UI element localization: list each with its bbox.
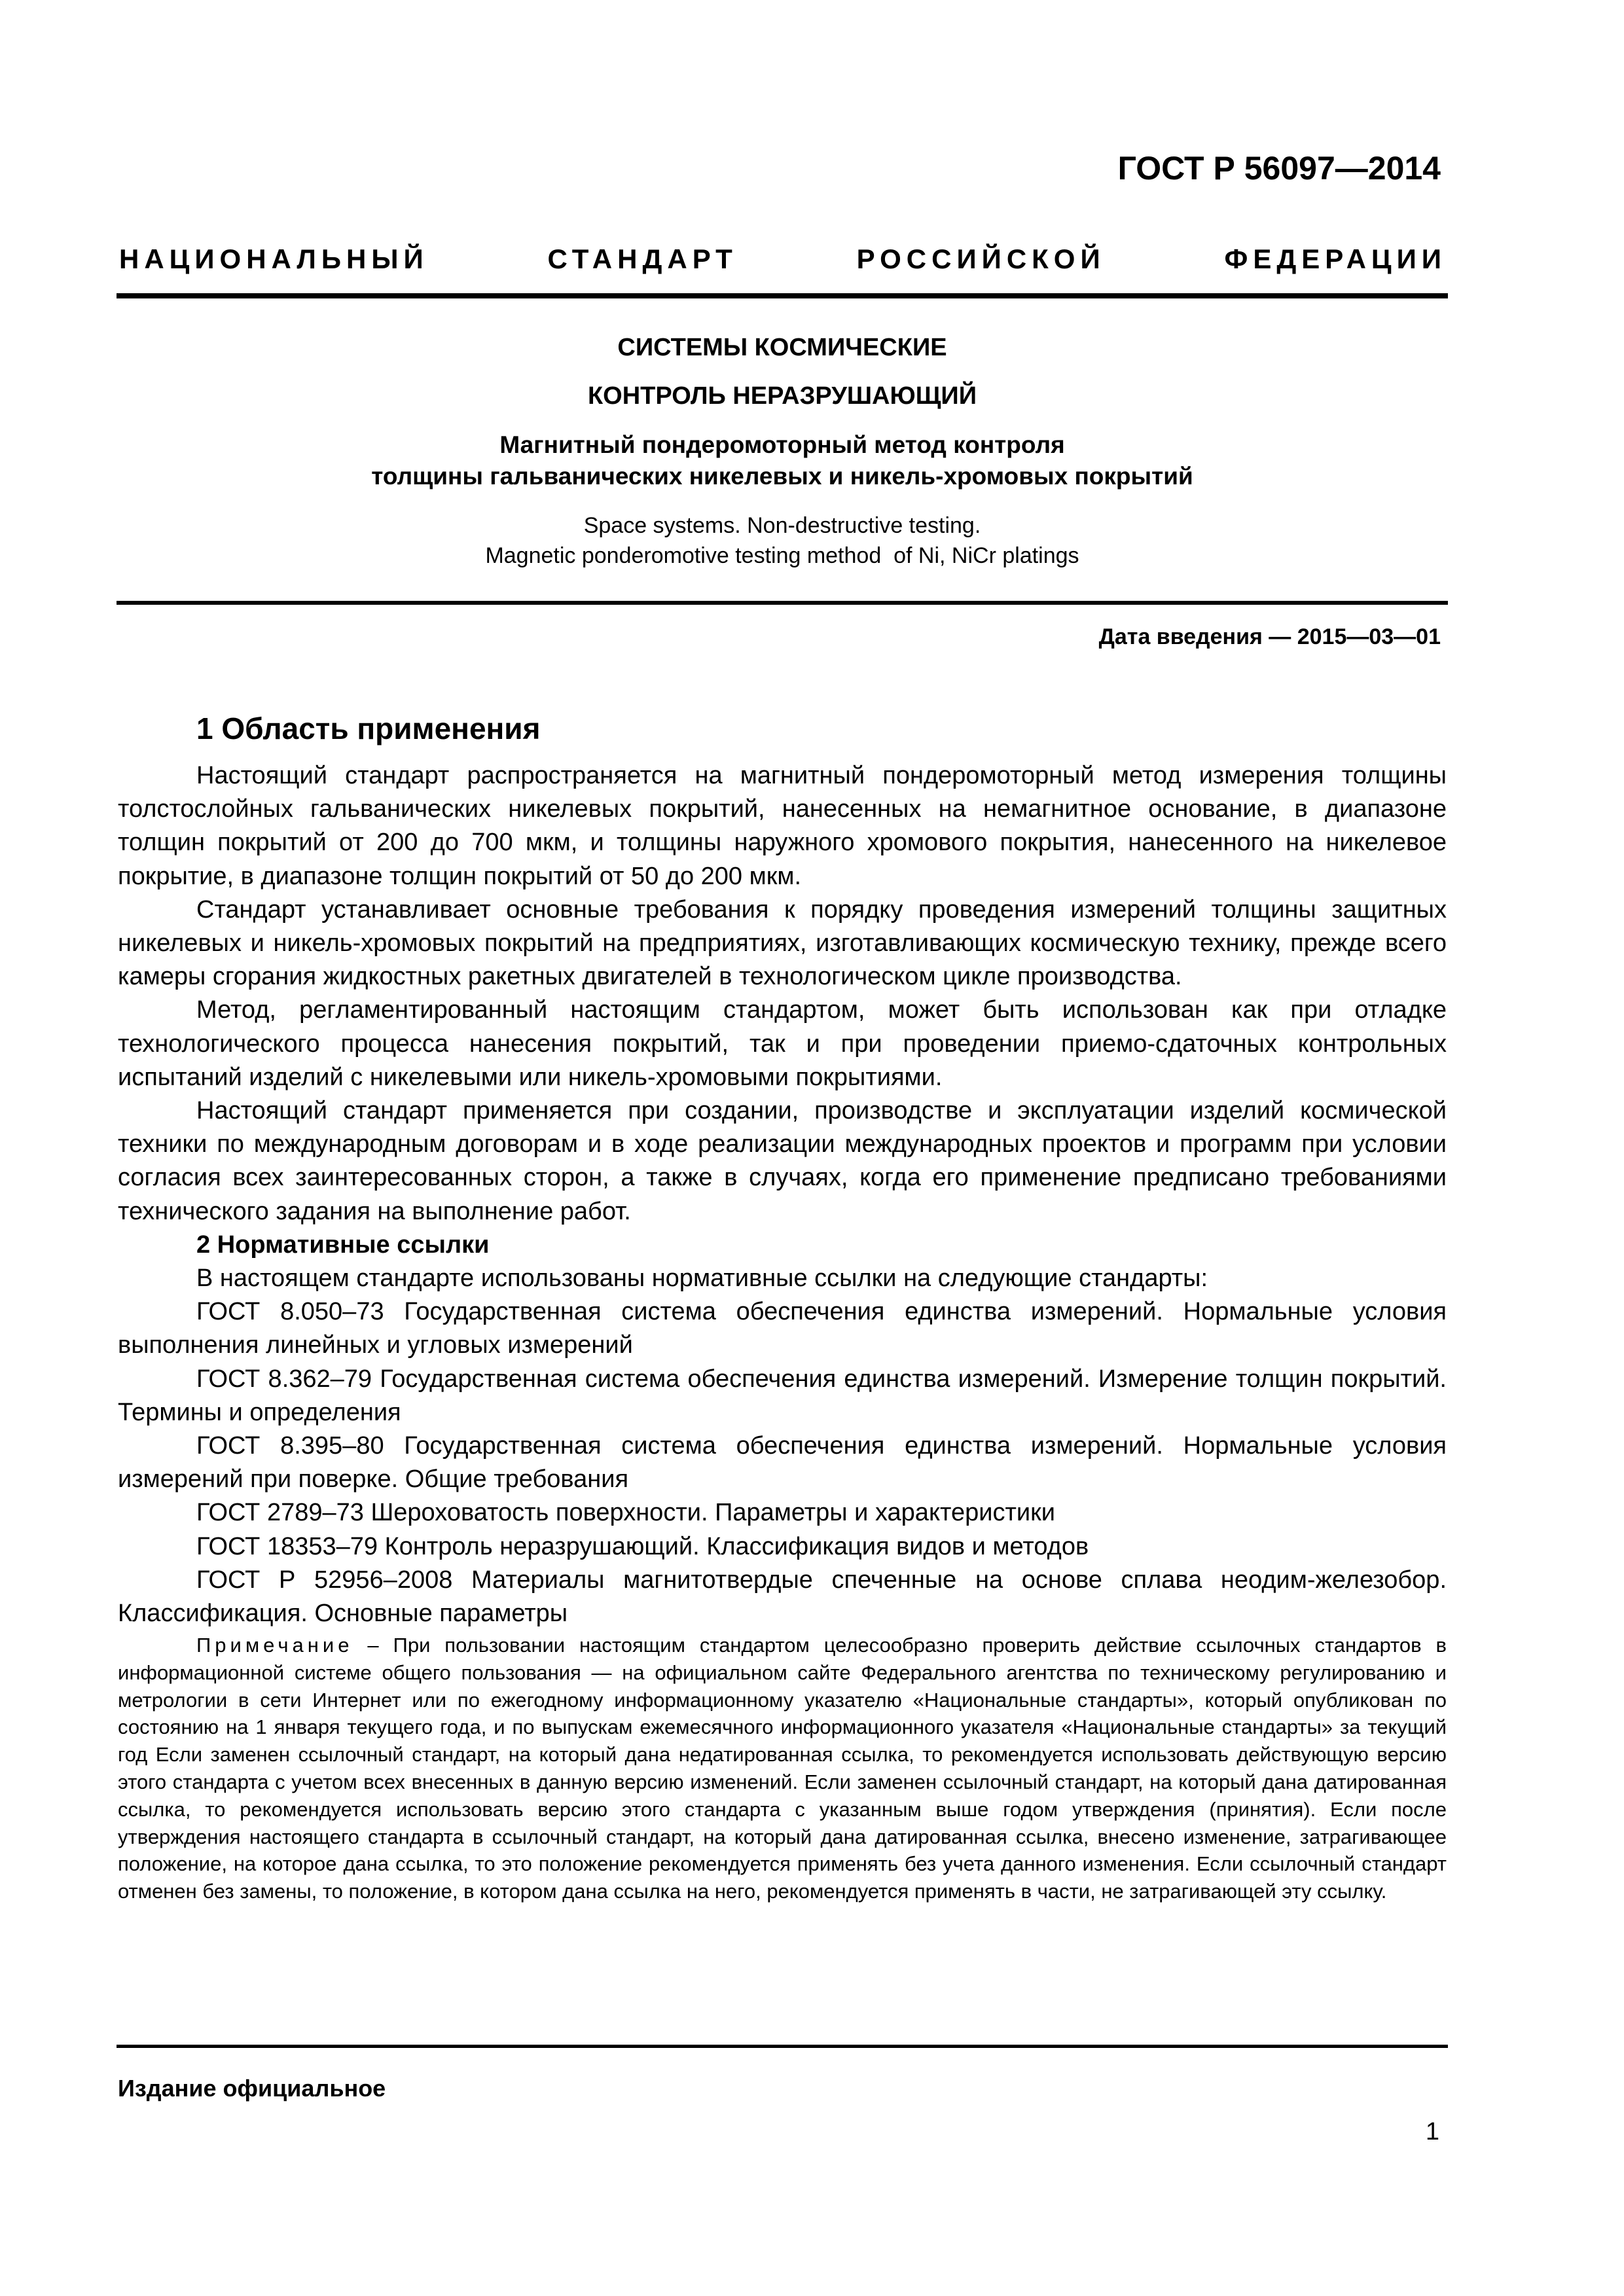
official-edition-label: Издание официальное xyxy=(118,2075,386,2102)
reference-item: ГОСТ 8.050–73 Государственная система обеспечения единства измерений. Нормальные условия выполнения линейных и угловых измерений xyxy=(118,1298,1447,1359)
paragraph: Стандарт устанавливает основные требования к порядку проведения измерений толщины защитных никелевых и никель-хромовых покрытий на предприятиях, изготавливающих космическую технику, прежде всего камеры сгорания жидкостных ракетных двигателей в технологическом цикле производства. xyxy=(118,895,1447,991)
english-title xyxy=(117,511,1448,571)
national-standard-banner: НАЦИОНАЛЬНЫЙ СТАНДАРТ РОССИЙСКОЙ ФЕДЕРАЦИИ xyxy=(119,243,1447,274)
english-title-line-1: Space systems. Non-destructive testing. xyxy=(583,513,981,538)
reference-item: ГОСТ 8.395–80 Государственная система обеспечения единства измерений. Нормальные условия измерений при поверке. Общие требования xyxy=(118,1432,1447,1494)
page-number: 1 xyxy=(1425,2118,1439,2145)
title-rule xyxy=(117,601,1448,605)
title-line-1: СИСТЕМЫ КОСМИЧЕСКИЕ xyxy=(617,334,947,361)
title-line-2: КОНТРОЛЬ НЕРАЗРУШАЮЩИЙ xyxy=(587,382,977,410)
introduction-date: Дата введения — 2015—03—01 xyxy=(1098,624,1441,649)
english-title-line-2: Magnetic ponderomotive testing method of Ni, NiCr platings xyxy=(485,543,1079,568)
note-label: Примечание xyxy=(196,1634,353,1657)
header-rule xyxy=(117,293,1448,298)
note-text: При пользовании настоящим стандартом целесообразно проверить действие ссылочных стандартов в информационной системе общего пользования — на официальном сайте Федерального агентства по техническому регулированию и метрологии в сети Интернет или по ежегодному информационному указателю «Национальные стандарты», который опубликован по состоянию на 1 января текущего года, и по выпускам ежемесячного информационного указателя «Национальные стандарты» за текущий год Если заменен ссылочный стандарт, на который дана недатированная ссылка, то рекомендуется использовать действующую версию этого стандарта с учетом всех внесенных в данную версию изменений. Если заменен ссылочный стандарт, на который дана датированная ссылка, то рекомендуется использовать версию этого стандарта с указанным выше годом утверждения (принятия). Если после утверждения настоящего стандарта в ссылочный стандарт, на который дана датированная ссылка, внесено изменение, затрагивающее положение, на которое дана ссылка, то это положение рекомендуется применять без учета данного изменения. Если ссылочный стандарт отменен без замены, то положение, в котором дана ссылка на него, рекомендуется применять в части, не затрагивающей эту ссылку. xyxy=(118,1634,1447,1903)
reference-item: ГОСТ 2789–73 Шероховатость поверхности. Параметры и характеристики xyxy=(196,1499,1055,1527)
note xyxy=(118,1632,1447,1905)
subtitle-line-2: толщины гальванических никелевых и никель-хромовых покрытий xyxy=(371,463,1193,490)
reference-item: ГОСТ 18353–79 Контроль неразрушающий. Классификация видов и методов xyxy=(196,1532,1089,1560)
main-text xyxy=(118,759,1447,1630)
subtitle-line-1: Магнитный пондеромоторный метод контроля xyxy=(499,431,1065,458)
reference-item: ГОСТ 8.362–79 Государственная система обеспечения единства измерений. Измерение толщин покрытий. Термины и определения xyxy=(118,1365,1447,1426)
paragraph: Метод, регламентированный настоящим стандартом, может быть использован как при отладке технологического процесса нанесения покрытий, так и при проведении приемо-сдаточных контрольных испытаний изделий с никелевыми или никель-хромовыми покрытиями. xyxy=(118,996,1447,1091)
paragraph: Настоящий стандарт применяется при создании, производстве и эксплуатации изделий космической техники по международным договорам и в ходе реализации международных проектов и программ при условии согласия всех заинтересованных сторон, а также в случаях, когда его применение предписано требованиями технического задания на выполнение работ. xyxy=(118,1097,1447,1225)
paragraph: Настоящий стандарт распространяется на магнитный пондеромоторный метод измерения толщины толстослойных гальванических никелевых покрытий, нанесенных на немагнитное основание, в диапазоне толщин покрытий от 200 до 700 мкм, и толщины наружного хромового покрытия, нанесенного на никелевое покрытие, в диапазоне толщин покрытий от 50 до 200 мкм. xyxy=(118,762,1447,890)
footer-rule xyxy=(117,2045,1448,2048)
document-designation: ГОСТ Р 56097—2014 xyxy=(1117,150,1441,187)
reference-item: ГОСТ Р 52956–2008 Материалы магнитотвердые спеченные на основе сплава неодим-железобор. Классификация. Основные параметры xyxy=(118,1566,1447,1628)
subtitle xyxy=(117,429,1448,492)
section-2-heading: 2 Нормативные ссылки xyxy=(196,1230,490,1259)
note-dash: – xyxy=(353,1634,393,1657)
paragraph: В настоящем стандарте использованы нормативные ссылки на следующие стандарты: xyxy=(196,1265,1208,1293)
section-1-heading: 1 Область применения xyxy=(196,711,541,745)
